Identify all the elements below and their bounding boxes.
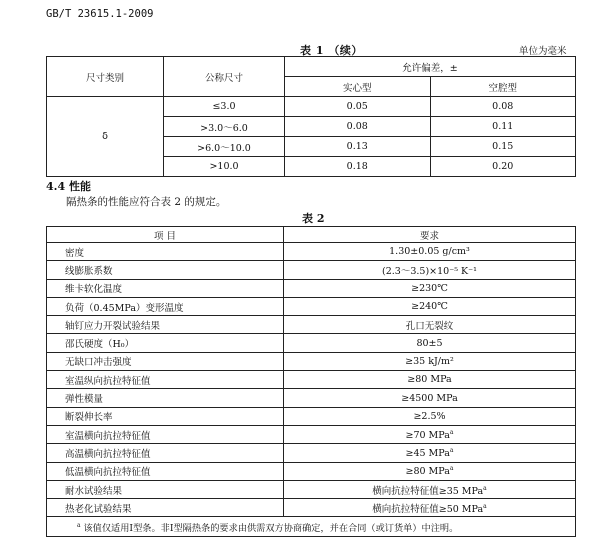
table-row	[47, 279, 576, 297]
requirement-value: ≥80 MPa	[405, 466, 450, 478]
requirement-value: ≥230℃	[411, 282, 448, 294]
section-text: 隔热条的性能应符合表 2 的规定。	[66, 196, 227, 208]
hollow-cell: 0.11	[430, 117, 576, 137]
item-cell: 高温横向抗拉特征值	[47, 444, 284, 462]
table-row	[47, 480, 576, 498]
item-cell: 热老化试验结果	[47, 499, 284, 517]
requirement-value: 1.30±0.05 g/cm³	[389, 246, 470, 258]
section-heading: 4.4 性能	[46, 180, 91, 193]
requirement-cell	[284, 279, 576, 297]
nominal-cell: >3.0～6.0	[164, 117, 285, 137]
requirement-value: 横向抗拉特征值≥35 MPa	[372, 485, 484, 497]
header-tolerance: 允许偏差，±	[285, 57, 576, 77]
solid-cell: 0.18	[285, 157, 431, 177]
footnote-marker: a	[77, 521, 81, 529]
item-cell: 室温纵向抗拉特征值	[47, 371, 284, 389]
requirement-value: ≥4500 MPa	[401, 392, 458, 404]
item-cell: 维卡软化温度	[47, 279, 284, 297]
table-row	[47, 444, 576, 462]
table-row	[47, 425, 576, 443]
table-row	[47, 371, 576, 389]
requirement-value: (2.3～3.5)×10⁻⁵ K⁻¹	[382, 265, 477, 277]
footnote-ref: a	[449, 465, 454, 473]
table-row	[47, 243, 576, 261]
item-cell: 轴钉应力开裂试验结果	[47, 316, 284, 334]
requirement-value: ≥2.5%	[413, 410, 446, 422]
requirement-value: ≥80 MPa	[407, 374, 452, 386]
item-cell: 线膨胀系数	[47, 261, 284, 279]
hollow-cell: 0.15	[430, 137, 576, 157]
standard-code: GB/T 23615.1-2009	[46, 8, 154, 20]
solid-cell: 0.08	[285, 117, 431, 137]
table-row	[47, 389, 576, 407]
table1-unit: 单位为毫米	[519, 46, 567, 57]
requirement-cell	[284, 407, 576, 425]
requirement-value: ≥240℃	[411, 301, 448, 313]
tolerance-table	[46, 56, 576, 177]
item-cell: 耐水试验结果	[47, 480, 284, 498]
table-row	[47, 261, 576, 279]
requirement-cell	[284, 316, 576, 334]
hollow-cell: 0.08	[430, 97, 576, 117]
header-requirement: 要求	[284, 227, 576, 243]
table-row	[47, 316, 576, 334]
item-cell: 室温横向抗拉特征值	[47, 425, 284, 443]
requirement-cell	[284, 389, 576, 407]
header-nominal: 公称尺寸	[164, 57, 285, 97]
table2-title: 表 2	[302, 212, 325, 225]
table-row	[47, 407, 576, 425]
requirement-cell	[284, 334, 576, 352]
item-cell: 弹性模量	[47, 389, 284, 407]
table1-title: 表 1 （续）	[300, 44, 363, 57]
table-row	[47, 334, 576, 352]
requirement-cell	[284, 371, 576, 389]
requirement-value: 孔口无裂纹	[405, 320, 454, 332]
table-row	[47, 462, 576, 480]
requirement-cell	[284, 297, 576, 315]
header-solid: 实心型	[285, 77, 431, 97]
solid-cell: 0.13	[285, 137, 431, 157]
item-cell: 负荷（0.45MPa）变形温度	[47, 297, 284, 315]
dimension-symbol: δ	[47, 97, 164, 177]
item-cell: 无缺口冲击强度	[47, 352, 284, 370]
requirement-value: ≥70 MPa	[405, 429, 450, 441]
solid-cell: 0.05	[285, 97, 431, 117]
nominal-cell: ≤3.0	[164, 97, 285, 117]
item-cell: 邵氏硬度（H₀）	[47, 334, 284, 352]
footnote-ref: a	[483, 502, 487, 510]
requirement-cell	[284, 352, 576, 370]
item-cell: 低温横向抗拉特征值	[47, 462, 284, 480]
footnote-ref: a	[449, 428, 454, 436]
requirement-value: 80±5	[416, 337, 443, 349]
table-row	[47, 297, 576, 315]
requirement-cell	[284, 462, 576, 480]
header-item: 项 目	[47, 227, 284, 243]
header-hollow: 空腔型	[430, 77, 576, 97]
table-row	[47, 499, 576, 517]
nominal-cell: >6.0～10.0	[164, 137, 285, 157]
table-footnote	[47, 517, 576, 537]
header-dim-type: 尺寸类别	[47, 57, 164, 97]
requirement-cell	[284, 243, 576, 261]
requirement-cell	[284, 444, 576, 462]
requirement-value: ≥35 kJ/m²	[405, 355, 454, 367]
requirement-value: 横向抗拉特征值≥50 MPa	[372, 503, 484, 515]
requirement-cell	[284, 261, 576, 279]
nominal-cell: >10.0	[164, 157, 285, 177]
footnote-text: 该值仅适用I型条。非I型隔热条的要求由供需双方协商确定，并在合同（或订货单）中注明。	[83, 522, 459, 534]
item-cell: 密度	[47, 243, 284, 261]
requirement-value: ≥45 MPa	[405, 447, 450, 459]
footnote-ref: a	[449, 446, 454, 454]
item-cell: 断裂伸长率	[47, 407, 284, 425]
footnote-ref: a	[483, 484, 487, 492]
hollow-cell: 0.20	[430, 157, 576, 177]
requirement-cell	[284, 480, 576, 498]
performance-table	[46, 226, 576, 537]
requirement-cell	[284, 425, 576, 443]
requirement-cell	[284, 499, 576, 517]
table-row	[47, 352, 576, 370]
